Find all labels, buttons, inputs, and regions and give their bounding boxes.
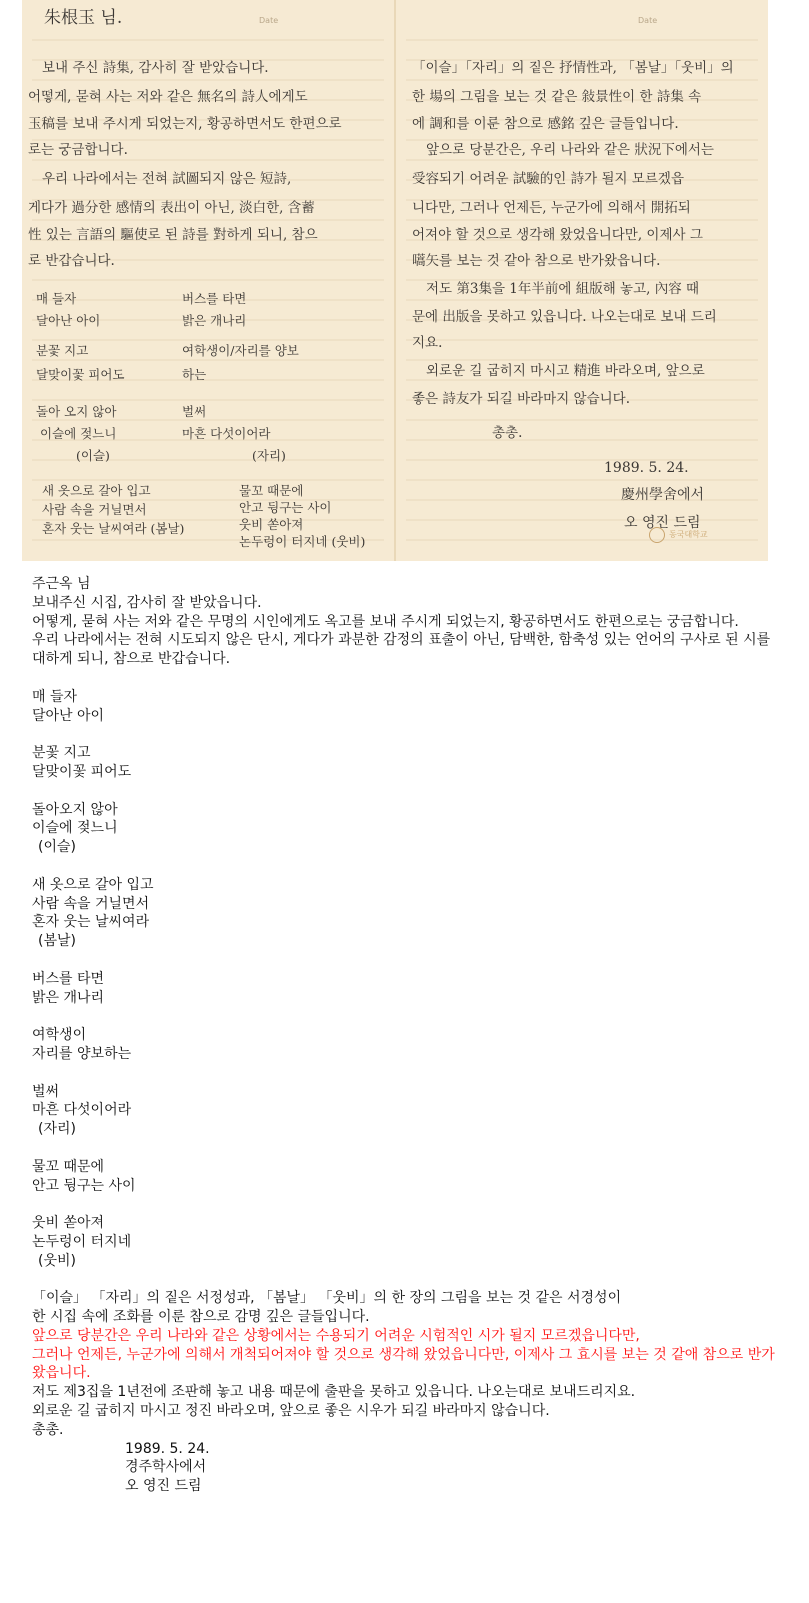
handwritten-poem-line: (이슬) [76,448,110,463]
ruled-lines [22,0,394,561]
handwritten-poem-line: 웃비 쏟아져 [239,517,304,532]
blank-line [32,669,782,688]
transcript-poem-line: 물꼬 때문에 [32,1158,105,1175]
handwritten-poem-line: 새 옷으로 갈아 입고 [42,483,151,498]
transcript-highlighted-paragraph [32,1327,782,1383]
handwritten-poem-line: 물꼬 때문에 [239,483,304,498]
transcript-poem-line: (봄날) [38,933,76,950]
blank-line [32,951,782,970]
handwritten-poem-line: 매 들자 [36,291,77,306]
handwritten-date: 1989. 5. 24. [604,460,689,476]
handwritten-letter-image [22,0,768,561]
handwritten-poem-line: 벌써 [182,404,207,419]
blank-line [32,1270,782,1289]
transcript-paragraph: 저도 제3집을 1년전에 조판해 놓고 내용 때문에 출판을 못하고 있읍니다. 나오는대로 보내드리지요. [32,1384,636,1401]
handwritten-poem-line: 분꽃 지고 [36,343,89,358]
handwritten-poem-line: 사람 속을 거닐면서 [42,502,147,517]
transcript-poem-line: 논두렁이 터지네 [32,1233,132,1250]
handwritten-line: 총총. [492,425,523,441]
handwritten-poem-line: 버스를 타면 [182,291,247,306]
transcript-signoff-line: 1989. 5. 24. [125,1440,210,1457]
letter-transcript [32,575,782,1496]
handwritten-poem-line: 여학생이/자리를 양보 [182,343,299,358]
transcript-intro [32,594,782,669]
handwritten-poem-line: 밝은 개나리 [182,313,247,328]
transcript-signoff-line: 경주학사에서 [125,1459,207,1476]
handwritten-line: 한 場의 그림을 보는 것 같은 敍景性이 한 詩集 속 [412,89,702,105]
seal-text: 동국대학교 [669,530,708,539]
handwritten-line: 문에 出版을 못하고 있읍니다. 나오는대로 보내 드리 [412,309,717,325]
transcript-paragraph: 우리 나라에서는 전혀 시도되지 않은 단시, 게다가 과분한 감정의 표출이 아닌, 담백한, 함축성 있는 언어의 구사로 된 시를 대하게 되니, 참으로 반갑습니다. [32,632,775,668]
handwritten-poem-line: 마흔 다섯이어라 [182,426,271,441]
handwritten-poem-line: 돌아 오지 않아 [36,404,117,419]
handwritten-line: 受容되기 어려운 試驗的인 詩가 될지 모르겠읍 [412,171,684,187]
letter-left-page [22,0,394,561]
transcript-poem-line: 이슬에 젖느니 [32,820,118,837]
transcript-poem-line: 사람 속을 거닐면서 [32,895,150,912]
transcript-closing [32,1289,782,1327]
handwritten-line: 嚆矢를 보는 것 같아 참으로 반가왔읍니다. [412,253,661,269]
transcript-poem-line: 웃비 쏟아져 [32,1215,105,1232]
transcript-red-line: 앞으로 당분간은 우리 나라와 같은 상황에서는 수용되기 어려운 시험적인 시가 될지 모르겠읍니다만, [32,1327,640,1344]
handwritten-poem-line: 논두렁이 터지네 (웃비) [239,534,366,549]
handwritten-line: 외로운 길 굽히지 마시고 精進 바라오며, 앞으로 [426,363,705,379]
transcript-closing-2 [32,1383,782,1439]
transcript-paragraph: 한 시집 속에 조화를 이룬 참으로 감명 깊은 글들입니다. [32,1309,370,1326]
blank-line [32,1064,782,1083]
handwritten-line: 「이슬」「자리」의 짙은 抒情性과, 「봄날」「웃비」의 [412,60,734,76]
handwritten-poem-line: 안고 뒹구는 사이 [239,500,332,515]
transcript-poem-line: 밝은 개나리 [32,989,105,1006]
transcript-poem-line: 혼자 웃는 날씨여라 [32,914,150,931]
transcript-paragraph: 어떻게, 묻혀 사는 저와 같은 무명의 시인에게도 옥고를 보내 주시게 되었는지, 황공하면서도 한편으로는 궁금합니다. [32,613,739,630]
handwritten-line: 로는 궁금합니다. [28,142,128,158]
transcript-poem-line: 벌써 [32,1083,60,1100]
date-label: Date [638,16,658,25]
transcript-paragraph: 외로운 길 굽히지 마시고 정진 바라오며, 앞으로 좋은 시우가 되길 바라마지 않습니다. [32,1403,550,1420]
handwritten-line: 니다만, 그러나 언제든, 누군가에 의해서 開拓되 [412,200,691,216]
blank-line [32,782,782,801]
handwritten-line: 로 반갑습니다. [28,253,115,269]
transcript-poem-line: (이슬) [38,839,76,856]
date-label: Date [259,16,279,25]
handwritten-poem-line: 혼자 웃는 날씨여라 (봄날) [42,521,185,536]
blank-line [32,1139,782,1158]
handwritten-poem-line: 달아난 아이 [36,313,101,328]
handwritten-poem-line: 하는 [182,367,207,382]
transcript-poem-line: 매 들자 [32,688,78,705]
handwritten-line: 에 調和를 이룬 참으로 感銘 깊은 글들입니다. [412,116,679,132]
transcript-paragraph: 보내주신 시집, 감사히 잘 받았읍니다. [32,594,262,611]
transcript-poem-line: 자리를 양보하는 [32,1045,132,1062]
handwritten-poem-line: (자리) [252,448,286,463]
handwritten-line: 보내 주신 詩集, 감사히 잘 받았습니다. [42,60,269,76]
transcript-paragraph: 총총. [32,1421,64,1438]
transcript-greeting: 주근옥 님 [32,576,91,592]
handwritten-line: 좋은 詩友가 되길 바라마지 않습니다. [412,391,630,407]
blank-line [32,857,782,876]
handwritten-line: 玉稿를 보내 주시게 되었는지, 황공하면서도 한편으로 [28,116,342,132]
handwritten-line: 우리 나라에서는 전혀 試圖되지 않은 短詩, [42,171,292,187]
transcript-poem-line: (자리) [38,1121,76,1138]
handwritten-line: 앞으로 당분간은, 우리 나라와 같은 狀況下에서는 [426,142,714,158]
blank-line [32,1195,782,1214]
transcript-red-line: 그러나 언제든, 누군가에 의해서 개척되어져야 할 것으로 생각해 왔었읍니다만, 이제사 그 효시를 보는 것 같애 참으로 반가왔읍니다. [32,1346,775,1382]
transcript-poems [32,669,782,1289]
blank-line [32,725,782,744]
transcript-poem-line: 버스를 타면 [32,970,105,987]
handwritten-line: 지요. [412,335,443,351]
handwritten-line: 게다가 過分한 感情의 表出이 아닌, 淡白한, 含蓄 [28,200,315,216]
transcript-poem-line: 여학생이 [32,1027,87,1044]
transcript-paragraph: 「이슬」 「자리」의 짙은 서정성과, 「봄날」 「웃비」의 한 장의 그림을 보는 것 같은 서경성이 [32,1290,622,1307]
handwritten-line: 어져야 할 것으로 생각해 왔었읍니다만, 이제사 그 [412,227,703,243]
university-seal [649,525,739,547]
handwritten-line: 저도 第3集을 1年半前에 組版해 놓고, 內容 때 [426,281,700,297]
handwritten-signature: 오 영진 드림 [624,515,701,531]
transcript-signoff [32,1440,782,1496]
handwritten-line: 性 있는 言語의 驅使로 된 詩를 對하게 되니, 참으 [28,227,318,243]
handwritten-place: 慶州學舍에서 [621,487,705,503]
transcript-poem-line: (웃비) [38,1252,76,1269]
transcript-poem-line: 새 옷으로 갈아 입고 [32,876,154,893]
transcript-signoff-line: 오 영진 드림 [125,1478,202,1495]
handwritten-line: 어떻게, 묻혀 사는 저와 같은 無名의 詩人에게도 [28,89,308,105]
blank-line [32,1007,782,1026]
transcript-poem-line: 달아난 아이 [32,707,105,724]
seal-emblem-icon [649,527,665,543]
handwritten-salutation: 朱根玉 님. [44,8,123,28]
letter-right-page [396,0,768,561]
transcript-poem-line: 달맞이꽃 피어도 [32,763,132,780]
transcript-poem-line: 마흔 다섯이어라 [32,1102,132,1119]
handwritten-poem-line: 이슬에 젖느니 [40,426,117,441]
transcript-poem-line: 안고 뒹구는 사이 [32,1177,136,1194]
transcript-poem-line: 분꽃 지고 [32,745,91,762]
handwritten-poem-line: 달맞이꽃 피어도 [36,367,125,382]
transcript-poem-line: 돌아오지 않아 [32,801,118,818]
